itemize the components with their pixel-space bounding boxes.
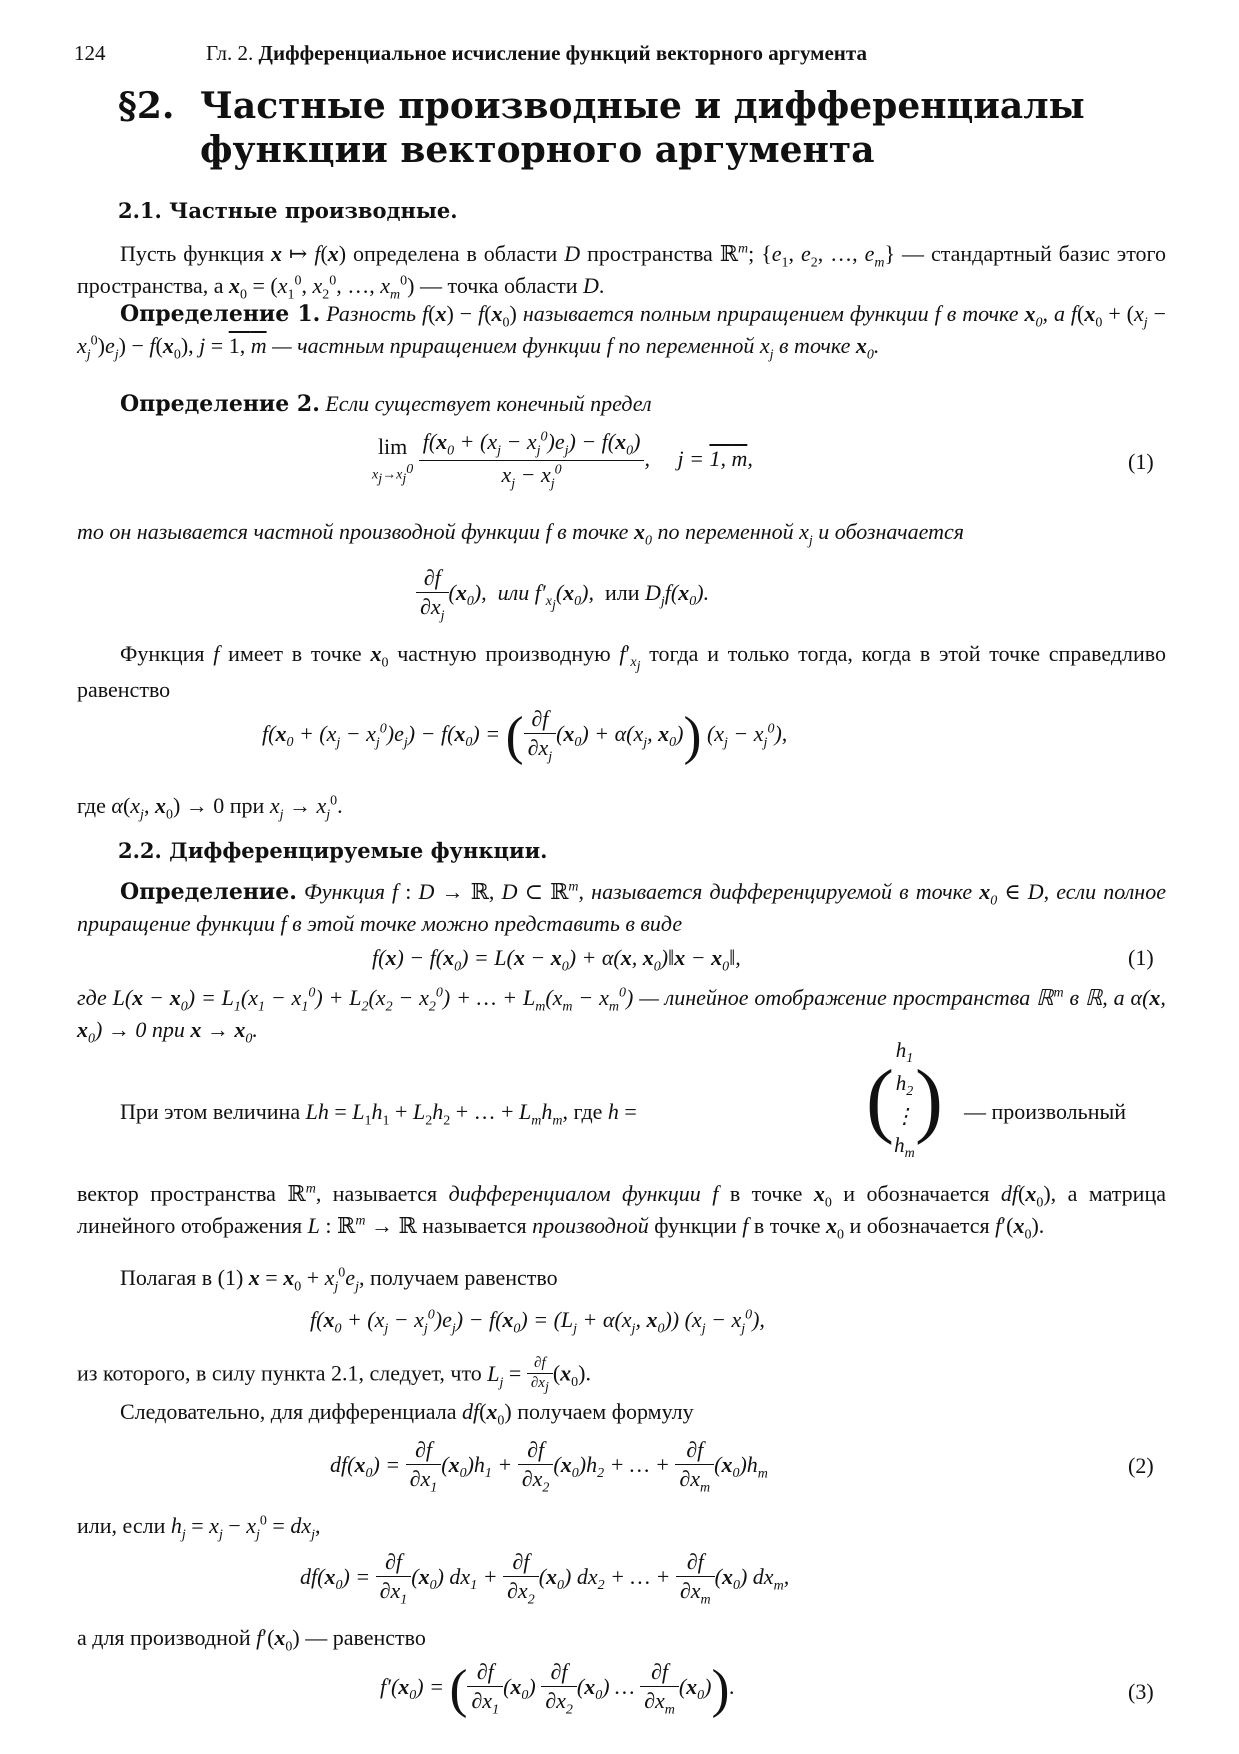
subsection-heading-2-1: 2.1. Частные производные. [118,198,458,223]
paragraph-hj: или, если $h_j = x_j - x_j^0 = dx_j$, [77,1513,321,1543]
paragraph-Lj: из которого, в силу пункта 2.1, следует, что $L_j$ = $\frac{\partial f}{\partial x_j}$ $(x_0)$. [77,1355,591,1396]
equation-number: (1) [1128,449,1154,474]
equation-number: (1) [1128,945,1154,970]
section-title-line1: Частные производные и дифференциалы [200,85,1085,127]
equation-differentiability: $f(x) - f(x_0) = L(x - x_0) + \alpha(x$, $x_0)‖x$ − $x_0‖$, [372,945,741,975]
paragraph-alpha: где $\alpha(x_j$, $x_0) \to 0$ при $x_j \to x_j^0$. [77,793,343,823]
running-head-title [206,40,867,67]
section-title-line2: функции векторного аргумента [200,128,875,171]
subsection-heading-2-2: 2.2. Дифференцируемые функции. [118,838,548,863]
paragraph-derivative: а для производной $f'(x_0)$ — равенство [77,1625,426,1655]
equation-number: (2) [1128,1453,1154,1478]
text-arbitrary: — произвольный [964,1099,1127,1124]
definition-2: Определение 2. Если существует конечный предел [120,391,652,417]
paragraph-partial-criterion: Функция f имеет в точке $x_0$ частную производную $f'_{x_j}$ тогда и только тогда, когда в этой точке справедливо равенство [77,641,1166,703]
chapter-title: Дифференциальное исчисление функций векторного аргумента [258,41,867,65]
paragraph-linear-map: где $L(x - x_0) = L_1(x_1 - x_1^0) + L_2(x_2 - x_2^0)$ + … + $L_m(x_m - x_m^0)$ — линейное отображение пространства ℝ$^m$ в ℝ, а α(x, $x_0) \to 0$ при $x \to x_0$. [77,985,1166,1047]
equation-increment-representation: $f(x_0 + (x_j - x_j^0)e_j) - f(x_0)$ = ( $\frac{\partial f}{\partial x_j}$ $(x_0) + \alpha(x_j$, $x_0$)) $(x_j - x_j^0)$, [262,705,788,766]
paragraph-differential-intro: При этом величина $Lh = L_1h_1 + L_2h_2$ + … + $L_mh_m$, где h = [120,1099,637,1129]
definition-1: Определение 1. Разность $f(x) - f(x_0)$ называется полным приращением функции f в точке $x_0$, а $f(x_0 + (x_j - x_j^0)e_j) - f(x_0)$, j = 1, m — частным приращением функции f по переменной $x_j$ в точке $x_0$. [77,301,1167,363]
equation-differential-dx: $df(x_0)$ = $\frac{\partial f}{\partial x_1}$ $(x_0) dx_1$ + $\frac{\partial f}{\partial x_2}$ $(x_0) dx_2$ + … + $\frac{\partial f}{\partial x_m}$ $(x_0)$ $dx_m$, [300,1549,790,1608]
chapter-prefix: Гл. 2. [206,41,254,65]
paragraph-substitution: Полагая в (1) $x = x_0 + x_j^0e_j$, получаем равенство [120,1265,558,1295]
paragraph-differential-def: вектор пространства ℝ$^m$, называется дифференциалом функции f в точке $x_0$ и обозначается $df(x_0)$, а матрица линейного отображения L : ℝ$^m$ → ℝ называется производной функции f в точке $x_0$ и обозначается $f'(x_0)$. [77,1181,1166,1243]
equation-partial-increment: $f(x_0 + (x_j - x_j^0)e_j) - f(x_0) = (L_j + \alpha(x_j$, $x_0$)) $(x_j - x_j^0)$, [310,1307,765,1337]
page-number: 124 [74,41,106,65]
paragraph-setup: Пусть функция x ↦ f(x) определена в области D пространства ℝ$^m$; {$e_1$, $e_2$, …, $e_m$} — стандартный базис этого пространства, а $x_0 = (x_1^0$, $x_2^0$, …, $x_m^0$) — точка области D. [77,241,1167,303]
definition-differentiable: Определение. Функция f : D → ℝ, D ⊂ ℝ$^m$, называется дифференцируемой в точке $x_0$ ∈ D, если полное приращение функции f в этой точке можно представить в виде [77,879,1166,937]
equation-differential: $df(x_0)$ = $\frac{\partial f}{\partial x_1}$ $(x_0)h_1$ + $\frac{\partial f}{\partial x_2}$ $(x_0)h_2$ + … + $\frac{\partial f}{\partial x_m}$ $(x_0)h_m$ [330,1437,768,1496]
equation-number: (3) [1128,1679,1154,1704]
section-number: §2. [118,85,175,127]
section-heading [118,85,1085,173]
vector-h: ( $h_1$ $h_2$ ⋮ $h_m$ ) [866,1038,943,1161]
equation-limit: lim $x_j\to x_j^0$ $\frac{f(x_0 + (x_j - x_j^0)e_j) - f(x_0)}{x_j - x_j^0}$ , j = 1, m, [372,429,753,492]
equation-partial-notation: $\frac{\partial f}{\partial x_j}$ $(x_0)$, или $f'_{x_j}(x_0)$, или $D_jf(x_0)$. [416,564,709,625]
paragraph-partial-def: то он называется частной производной функции f в точке $x_0$ по переменной $x_j$ и обозначается [77,519,964,549]
paragraph-consequently: Следовательно, для дифференциала $df(x_0)$ получаем формулу [120,1399,694,1429]
equation-derivative-row: $f'(x_0)$ = ( $\frac{\partial f}{\partial x_1}$ $(x_0)$ $\frac{\partial f}{\partial x_2}$ $(x_0)$ … $\frac{\partial f}{\partial x_m}$ $(x_0)$). [380,1658,735,1719]
